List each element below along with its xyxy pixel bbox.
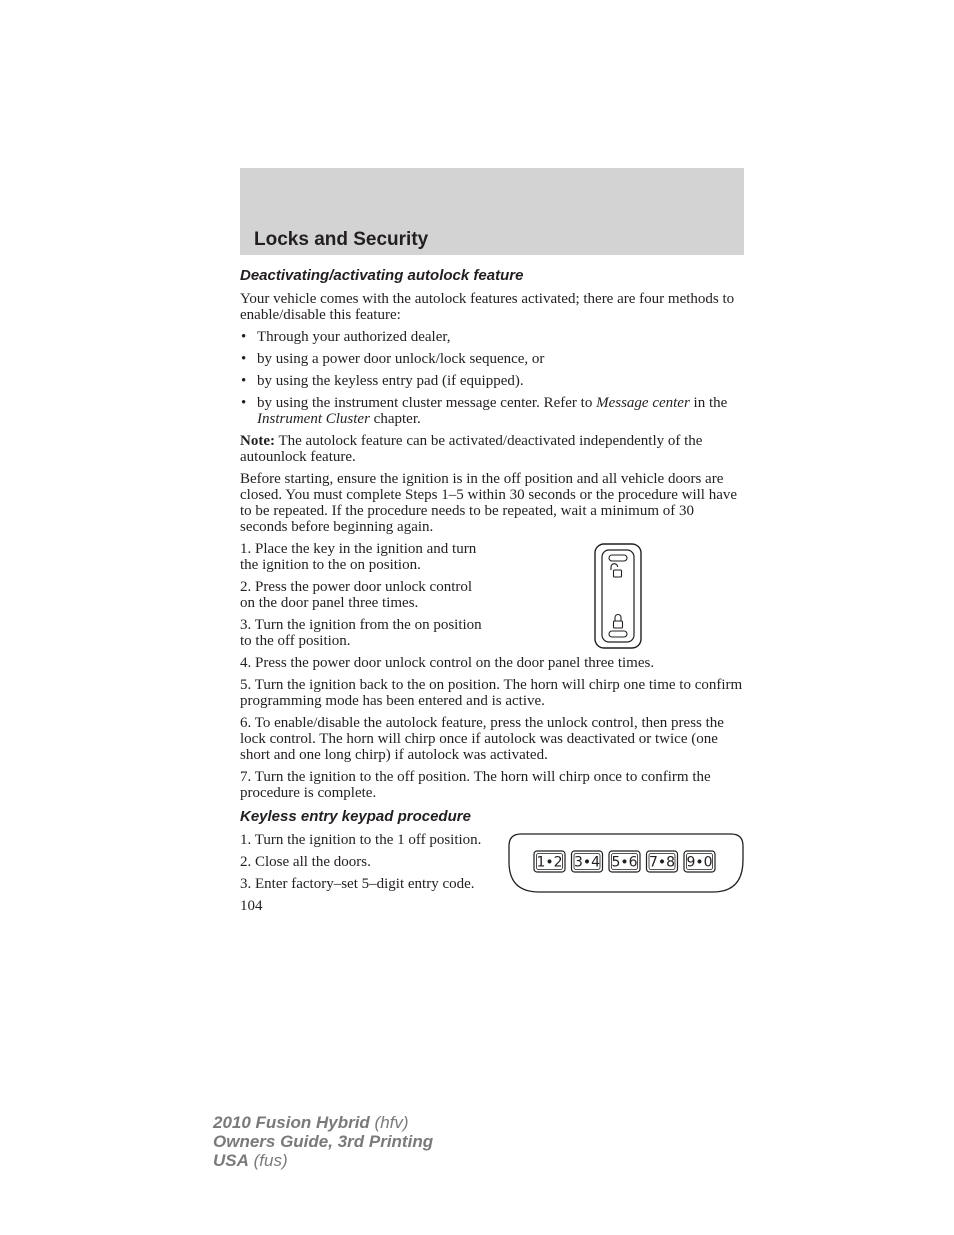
step-item: 1. Turn the ignition to the 1 off position. xyxy=(240,832,482,848)
note-text: The autolock feature can be activated/deactivated independently of the autounlock feature. xyxy=(240,433,703,465)
step-item: 3. Enter factory–set 5–digit entry code. xyxy=(240,876,475,892)
page-number: 104 xyxy=(240,898,263,914)
section-heading-keypad: Keyless entry keypad procedure xyxy=(240,808,471,825)
footer-guide: Owners Guide, 3rd Printing xyxy=(213,1132,434,1151)
before-starting-paragraph: Before starting, ensure the ignition is in the off position and all vehicle doors are closed. You must complete Steps 1–5 within 30 seconds or the procedure will have to be repeated. If the procedure needs to be repeated, wait a minimum of 30 seconds before beginning again. xyxy=(240,471,738,535)
keypad-key-label: 1•2 xyxy=(536,854,563,871)
note-paragraph xyxy=(240,433,744,465)
footer-line-region xyxy=(213,1151,433,1170)
step-item: 2. Press the power door unlock control on the door panel three times. xyxy=(240,579,473,611)
list-item: • by using a power door unlock/lock sequence, or xyxy=(240,351,744,367)
footer-region-code: (fus) xyxy=(248,1151,288,1170)
step-item: 6. To enable/disable the autolock feature, press the unlock control, then press the lock control. The horn will chirp once if autolock was deactivated or twice (one short and one long chirp) if autolock was activated. xyxy=(240,715,724,763)
keypad-key-label: 3•4 xyxy=(573,854,601,871)
step-item: 7. Turn the ignition to the off position. The horn will chirp once to confirm the procedure is complete. xyxy=(240,769,711,801)
chapter-title: Locks and Security xyxy=(254,229,429,250)
step-item: 4. Press the power door unlock control on the door panel three times. xyxy=(240,655,655,671)
keypad-key-label: 5•6 xyxy=(611,854,638,871)
steps-with-switch-figure xyxy=(240,541,744,649)
steps-with-keypad-figure xyxy=(240,832,744,892)
locked-padlock-icon xyxy=(614,615,623,629)
footer-region: USA xyxy=(213,1151,249,1170)
page-content xyxy=(240,266,744,914)
footer-line-model xyxy=(213,1113,433,1132)
instrument-cluster-reference: Instrument Cluster xyxy=(257,411,370,427)
step-item: 2. Close all the doors. xyxy=(240,854,371,870)
footer-model: 2010 Fusion Hybrid xyxy=(213,1113,370,1132)
bullet-text: by using the instrument cluster message center. Refer to xyxy=(257,395,597,411)
document-footer xyxy=(213,1113,433,1170)
section-heading-autolock: Deactivating/activating autolock feature xyxy=(240,267,524,284)
keyless-entry-keypad xyxy=(507,832,745,894)
list-item xyxy=(240,395,744,427)
bullet-text: chapter. xyxy=(369,411,421,427)
intro-paragraph: Your vehicle comes with the autolock features activated; there are four methods to enable/disable this feature: xyxy=(240,291,735,323)
footer-model-code: (hfv) xyxy=(369,1113,409,1132)
list-item: • Through your authorized dealer, xyxy=(240,329,744,345)
note-label: Note: xyxy=(240,433,275,449)
step-item: 5. Turn the ignition back to the on position. The horn will chirp one time to confirm programming mode has been entered and is active. xyxy=(240,677,743,709)
keypad-key-label: 7•8 xyxy=(648,854,676,871)
chapter-header-band xyxy=(240,168,744,255)
step-item: 3. Turn the ignition from the on position to the off position. xyxy=(240,617,482,649)
step-item: 1. Place the key in the ignition and turn the ignition to the on position. xyxy=(240,541,477,573)
message-center-reference: Message center xyxy=(596,395,690,411)
method-list xyxy=(240,329,744,427)
list-item: • by using the keyless entry pad (if equipped). xyxy=(240,373,744,389)
unlocked-padlock-icon xyxy=(611,564,622,577)
bullet-text: in the xyxy=(689,395,728,411)
keypad-key-label: 9•0 xyxy=(686,854,713,871)
footer-line-guide xyxy=(213,1132,433,1151)
door-lock-switch-icon xyxy=(593,541,643,651)
